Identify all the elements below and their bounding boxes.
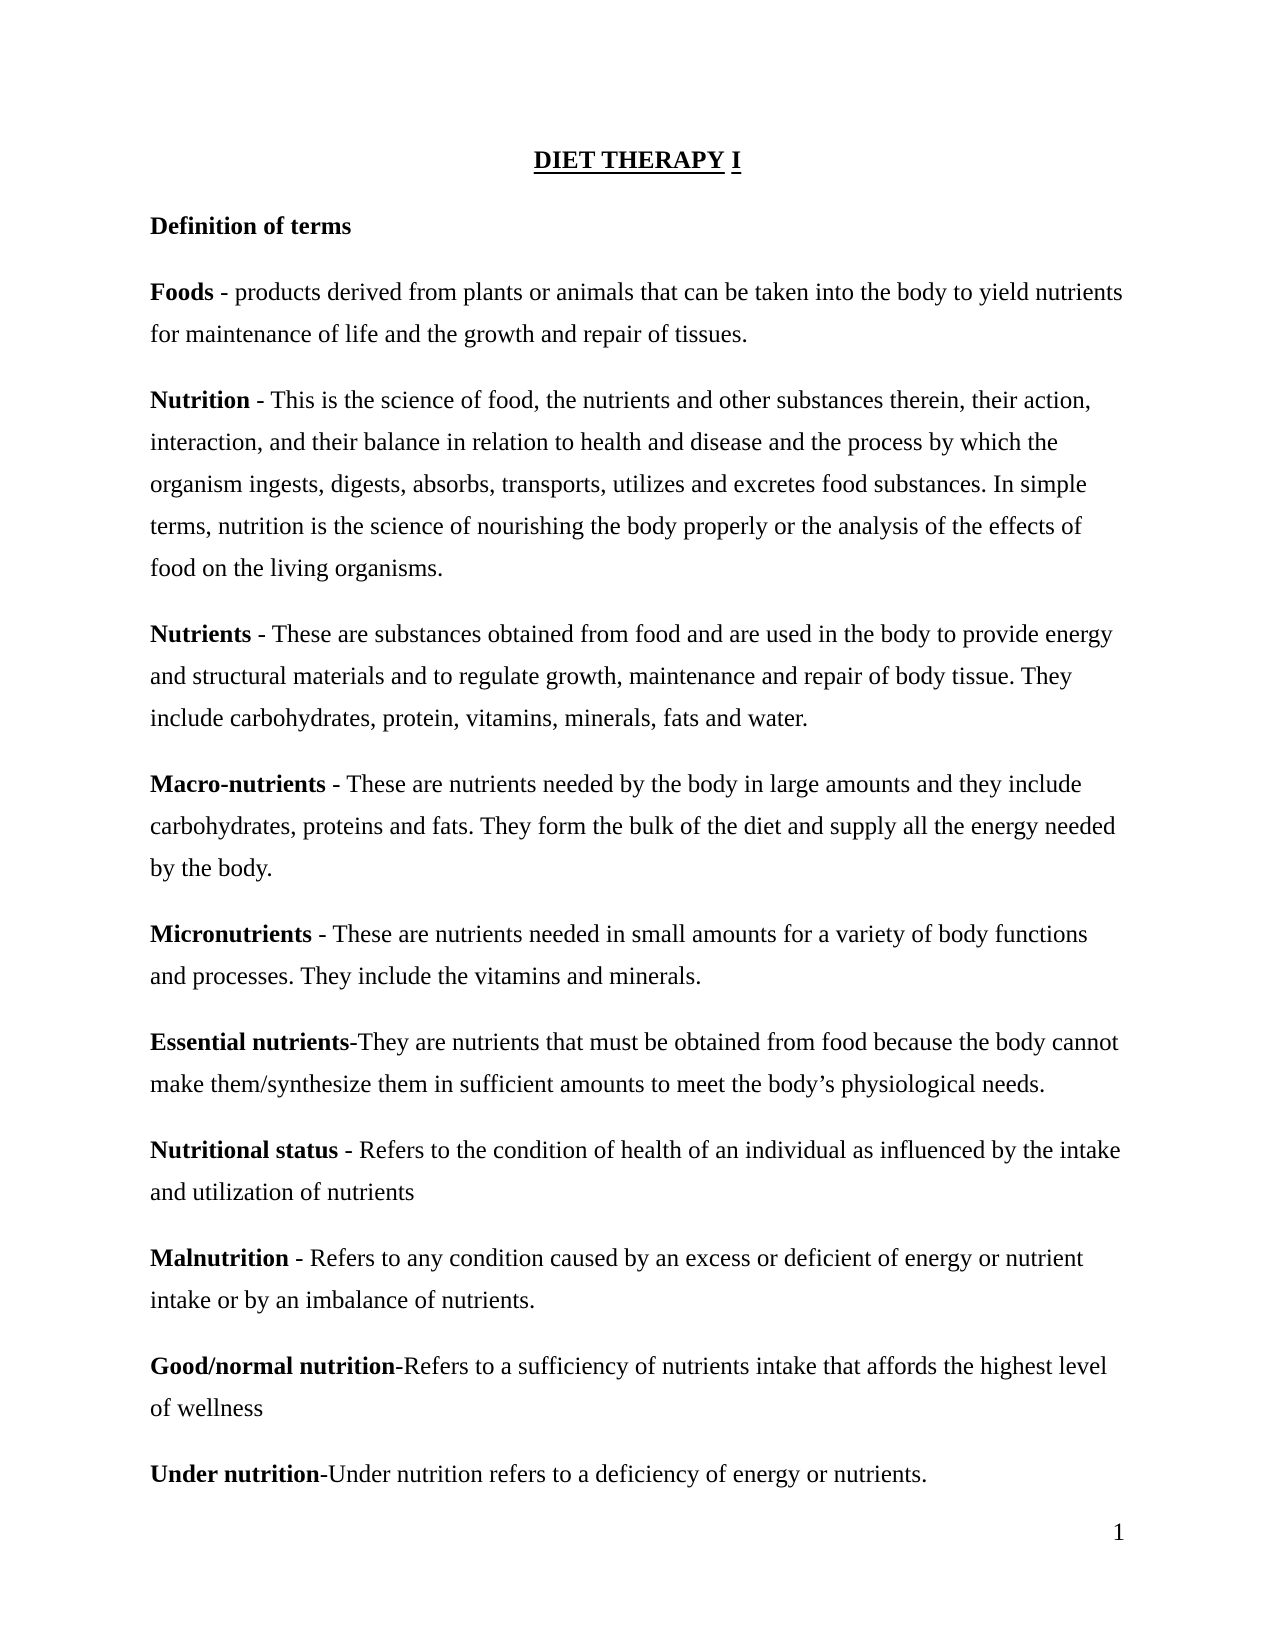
definition-term: Nutritional status (150, 1137, 339, 1164)
definition-separator: - (338, 1137, 360, 1164)
definition-separator: - (288, 1245, 310, 1272)
definition-paragraph (150, 272, 1125, 356)
definition-text: These are substances obtained from food and are used in the body to provide energy and structural materials and to regulate growth, maintenance and repair of body tissue. They include carbohydrates, protein, vitamins, minerals, fats and water. (150, 621, 1113, 732)
definition-term: Essential nutrients (150, 1029, 350, 1056)
definition-text: products derived from plants or animals that can be taken into the body to yield nutrients for maintenance of life and the growth and repair of tissues. (150, 279, 1123, 348)
definition-text: They are nutrients that must be obtained from food because the body cannot make them/synthesize them in sufficient amounts to meet the body’s physiological needs. (150, 1029, 1119, 1098)
definition-text: This is the science of food, the nutrients and other substances therein, their action, interaction, and their balance in relation to health and disease and the process by which the organism ingests, digests, absorbs, transports, utilizes and excretes food substances. In simple terms, nutrition is the science of nourishing the body properly or the analysis of the effects of food on the living organisms. (150, 387, 1091, 582)
definition-paragraph (150, 380, 1125, 590)
definition-term: Malnutrition (150, 1245, 289, 1272)
definitions-list (150, 272, 1125, 1496)
definition-term: Nutrients (150, 621, 252, 648)
document-title (150, 140, 1125, 182)
definition-paragraph (150, 1130, 1125, 1214)
definition-paragraph (150, 614, 1125, 740)
definition-separator: - (251, 621, 272, 648)
definition-term: Macro-nutrients (150, 771, 326, 798)
definition-text: Refers to the condition of health of an individual as influenced by the intake and utilization of nutrients (150, 1137, 1121, 1206)
definition-term: Foods (150, 279, 214, 306)
definition-text: Under nutrition refers to a deficiency of energy or nutrients. (328, 1461, 928, 1488)
definition-term: Good/normal nutrition (150, 1353, 396, 1380)
definition-separator: - (349, 1029, 358, 1056)
definition-separator: - (325, 771, 347, 798)
definition-text: Refers to any condition caused by an excess or deficient of energy or nutrient intake or by an imbalance of nutrients. (150, 1245, 1084, 1314)
definition-term: Under nutrition (150, 1461, 320, 1488)
definition-text: These are nutrients needed in small amounts for a variety of body functions and processes. They include the vitamins and minerals. (150, 921, 1088, 990)
definition-separator: - (250, 387, 271, 414)
definition-term: Micronutrients (150, 921, 313, 948)
definition-paragraph (150, 1022, 1125, 1106)
document-title-numeral: I (731, 147, 742, 174)
definition-separator: - (213, 279, 235, 306)
definition-separator: - (312, 921, 333, 948)
definition-term: Nutrition (150, 387, 250, 414)
document-title-text: DIET THERAPY (533, 147, 725, 174)
section-heading: Definition of terms (150, 213, 352, 240)
page-number: 1 (1112, 1519, 1125, 1546)
definition-text: Refers to a sufficiency of nutrients intake that affords the highest level of wellness (150, 1353, 1108, 1422)
definition-paragraph (150, 764, 1125, 890)
definition-separator: - (395, 1353, 404, 1380)
definition-text: These are nutrients needed by the body in large amounts and they include carbohydrates, proteins and fats. They form the bulk of the diet and supply all the energy needed by the body. (150, 771, 1116, 882)
definition-paragraph (150, 1454, 1125, 1496)
definition-separator: - (319, 1461, 329, 1488)
definition-paragraph (150, 1346, 1125, 1430)
definition-paragraph (150, 914, 1125, 998)
definition-paragraph (150, 1238, 1125, 1322)
